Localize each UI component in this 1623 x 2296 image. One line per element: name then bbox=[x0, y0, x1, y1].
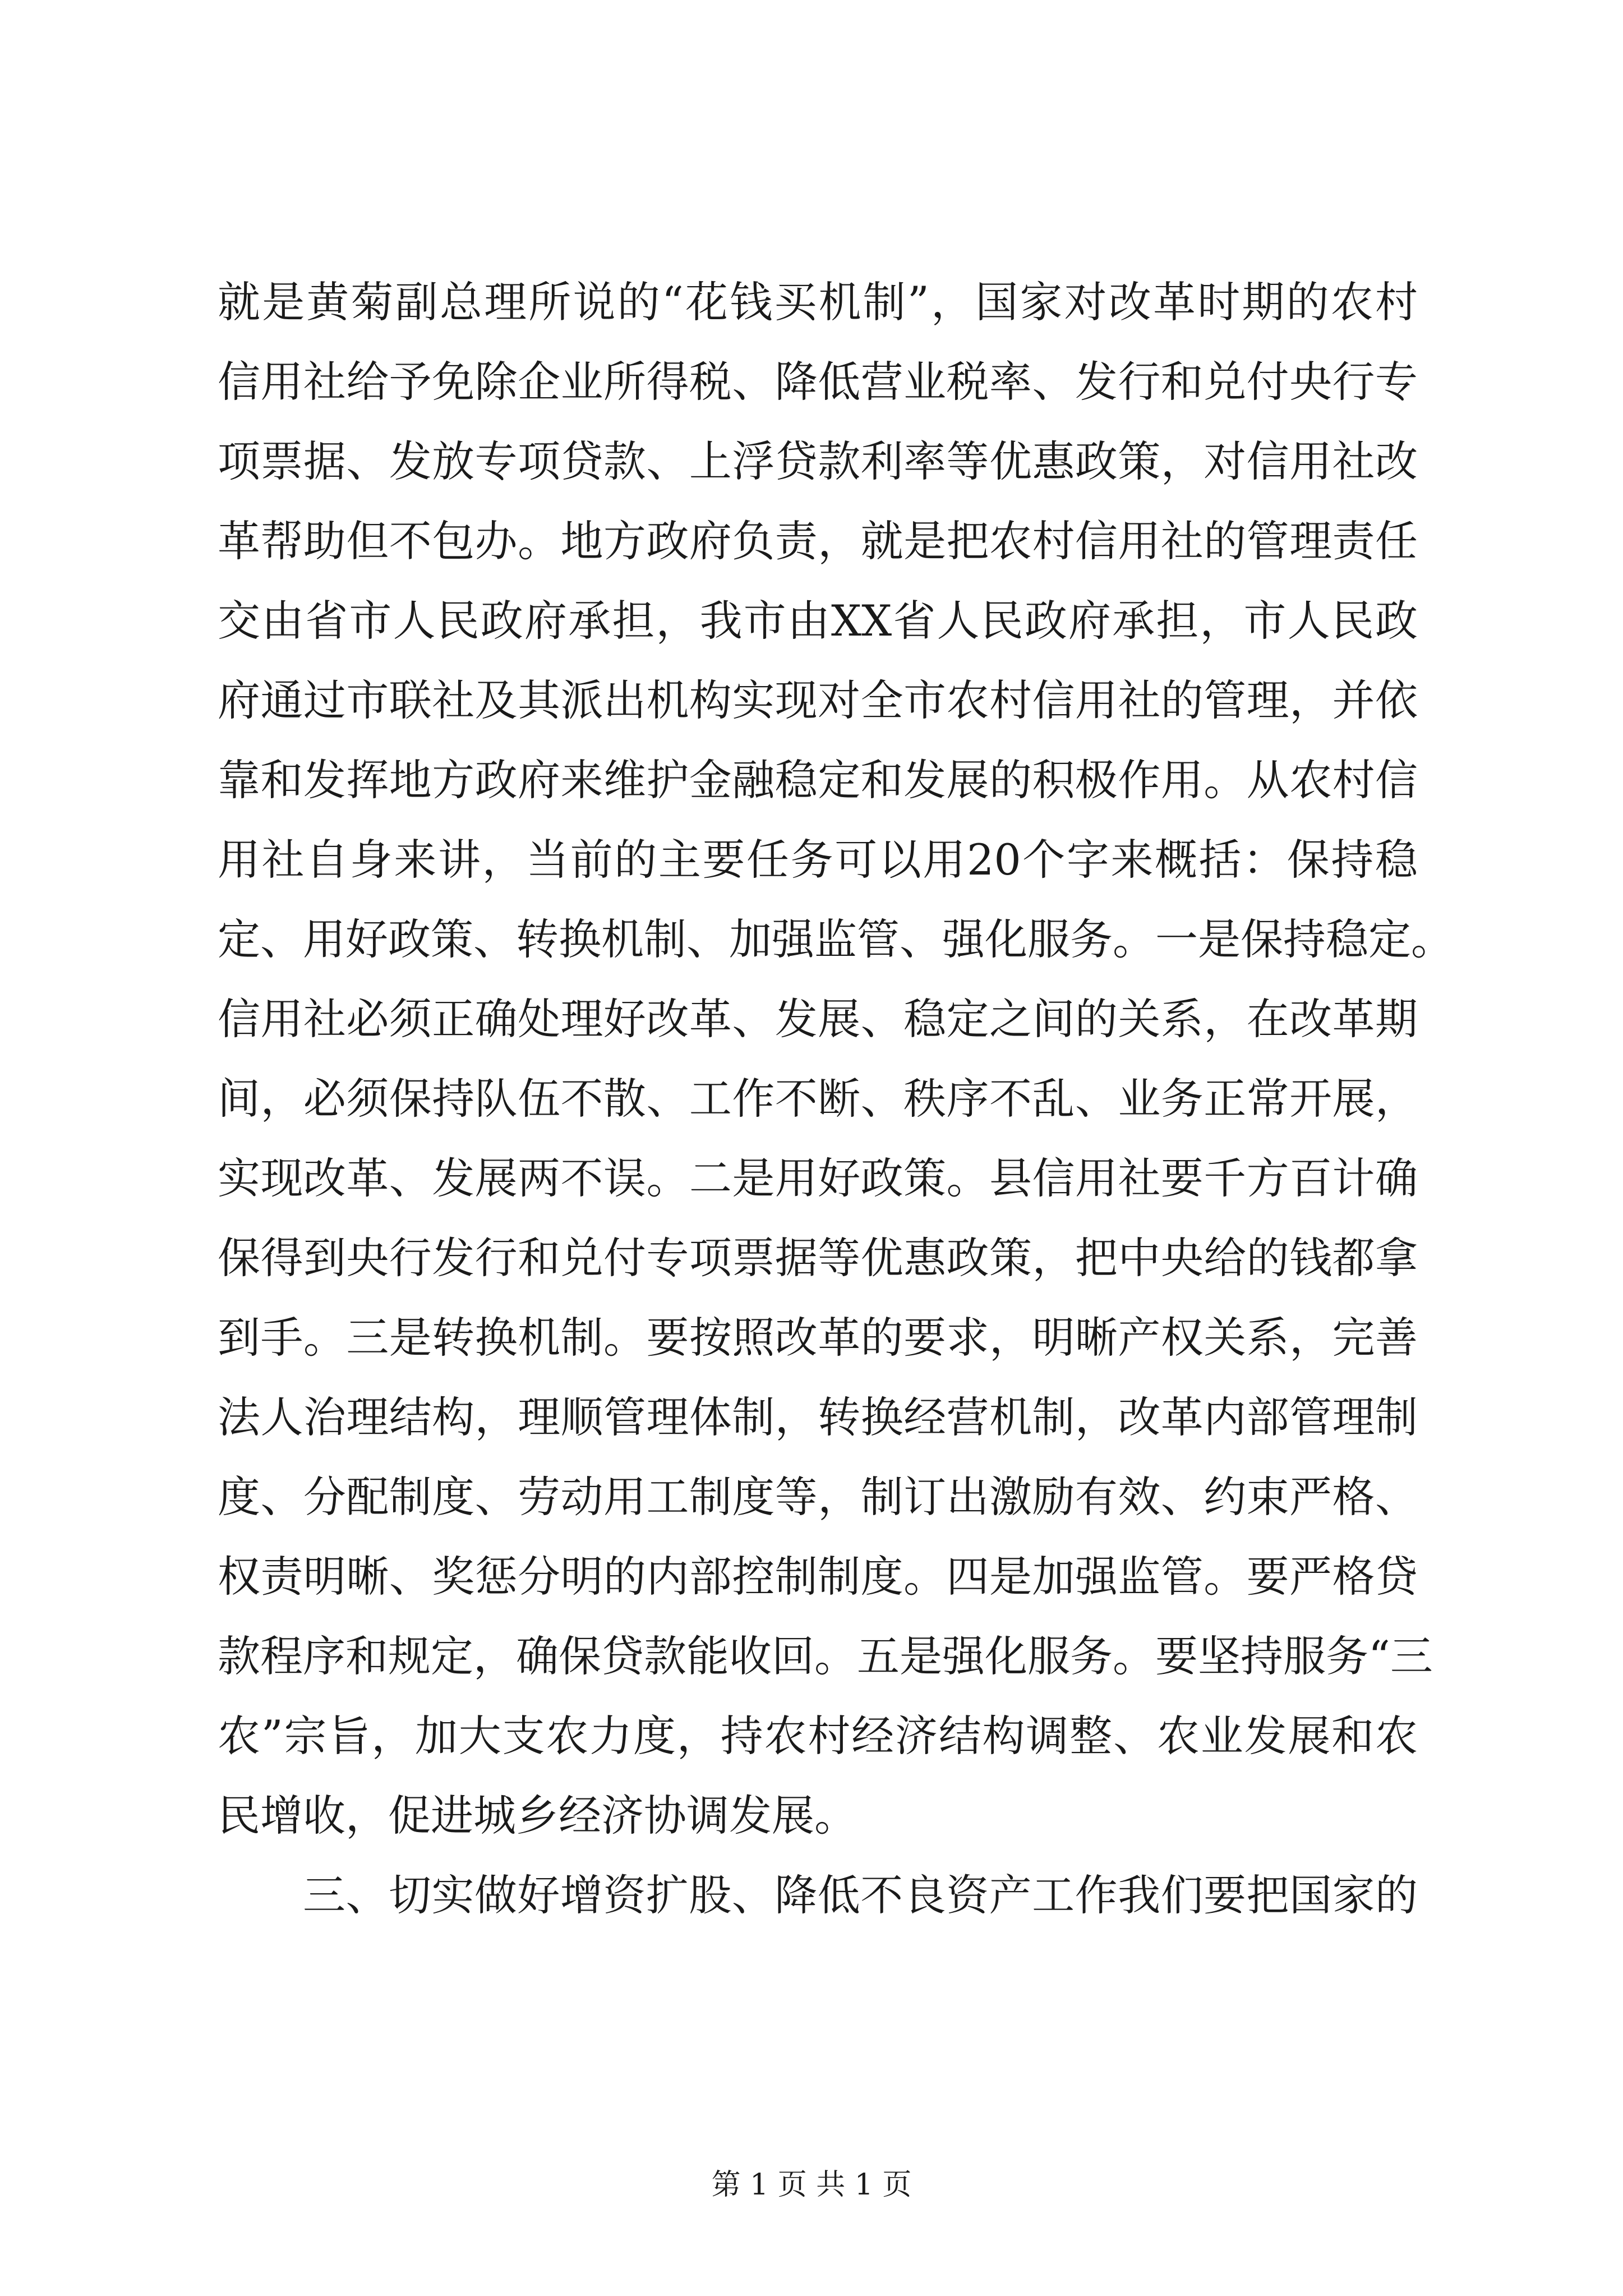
page-footer: 第 1 页 共 1 页 bbox=[711, 2168, 912, 2202]
text-line: 用社自身来讲，当前的主要任务可以用20个字来概括：保持稳 bbox=[218, 835, 1418, 885]
text-line: 信用社给予免除企业所得税、降低营业税率、发行和兑付央行专 bbox=[218, 357, 1418, 407]
text-line: 信用社必须正确处理好改革、发展、稳定之间的关系，在改革期 bbox=[218, 994, 1418, 1044]
text-line: 保得到央行发行和兑付专项票据等优惠政策，把中央给的钱都拿 bbox=[218, 1233, 1418, 1283]
text-line: 款程序和规定，确保贷款能收回。五是强化服务。要坚持服务“三 bbox=[218, 1631, 1433, 1681]
text-line: 到手。三是转换机制。要按照改革的要求，明晰产权关系，完善 bbox=[218, 1313, 1418, 1363]
text-line: 实现改革、发展两不误。二是用好政策。县信用社要千方百计确 bbox=[218, 1153, 1418, 1203]
text-line: 府通过市联社及其派出机构实现对全市农村信用社的管理，并依 bbox=[218, 675, 1418, 725]
body-text bbox=[218, 263, 1454, 1935]
text-line: 定、用好政策、转换机制、加强监管、强化服务。一是保持稳定。 bbox=[218, 914, 1454, 964]
text-line: 民增收，促进城乡经济协调发展。 bbox=[218, 1791, 857, 1841]
text-line: 就是黄菊副总理所说的“花钱买机制”，国家对改革时期的农村 bbox=[218, 277, 1418, 327]
text-line: 靠和发挥地方政府来维护金融稳定和发展的积极作用。从农村信 bbox=[218, 755, 1418, 805]
text-line: 度、分配制度、劳动用工制度等，制订出激励有效、约束严格、 bbox=[218, 1472, 1418, 1522]
section-heading-line: 三、切实做好增资扩股、降低不良资产工作我们要把国家的 bbox=[303, 1870, 1418, 1920]
text-line: 间，必须保持队伍不散、工作不断、秩序不乱、业务正常开展， bbox=[218, 1074, 1418, 1124]
text-line: 项票据、发放专项贷款、上浮贷款利率等优惠政策，对信用社改 bbox=[218, 436, 1418, 486]
text-line: 权责明晰、奖惩分明的内部控制制度。四是加强监管。要严格贷 bbox=[218, 1552, 1418, 1602]
text-line: 交由省市人民政府承担，我市由XX省人民政府承担，市人民政 bbox=[218, 596, 1418, 646]
text-line: 革帮助但不包办。地方政府负责，就是把农村信用社的管理责任 bbox=[218, 516, 1418, 566]
text-line: 农”宗旨，加大支农力度，持农村经济结构调整、农业发展和农 bbox=[218, 1711, 1418, 1761]
text-line: 法人治理结构，理顺管理体制，转换经营机制，改革内部管理制 bbox=[218, 1392, 1418, 1442]
